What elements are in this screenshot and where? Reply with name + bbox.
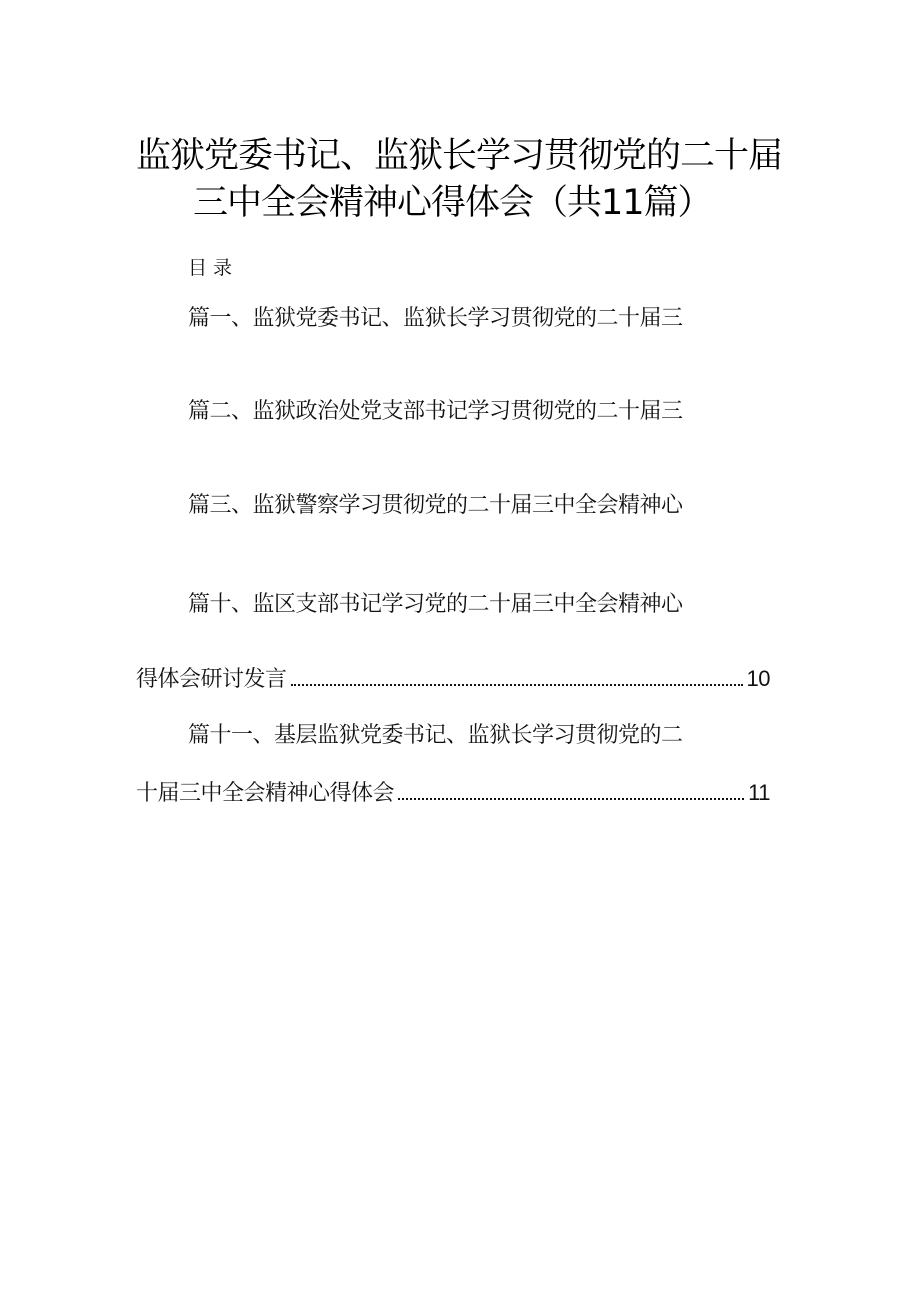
toc-entry-5-continuation[interactable] bbox=[136, 778, 770, 809]
toc-entry-3[interactable]: 篇三、监狱警察学习贯彻党的二十届三中全会精神心 bbox=[188, 493, 683, 518]
toc-entry-4-continuation[interactable] bbox=[136, 664, 770, 695]
toc-entry-4-page-number: 10 bbox=[746, 666, 770, 691]
toc-entry-4-continuation-text: 得体会研讨发言 bbox=[136, 667, 287, 692]
toc-dot-leader bbox=[398, 798, 744, 800]
toc-entry-5[interactable]: 篇十一、基层监狱党委书记、监狱长学习贯彻党的二 bbox=[188, 723, 683, 748]
toc-entry-5-page-number: 11 bbox=[748, 780, 770, 805]
document-title-line-1: 监狱党委书记、监狱长学习贯彻党的二十届 bbox=[136, 136, 783, 176]
document-title-line-2: 三中全会精神心得体会（共11篇） bbox=[193, 183, 712, 223]
toc-entry-2[interactable]: 篇二、监狱政治处党支部书记学习贯彻党的二十届三 bbox=[188, 399, 683, 424]
toc-entry-4[interactable]: 篇十、监区支部书记学习党的二十届三中全会精神心 bbox=[188, 592, 683, 617]
toc-entry-5-continuation-text: 十届三中全会精神心得体会 bbox=[136, 781, 395, 806]
toc-heading: 目录 bbox=[188, 257, 239, 279]
toc-dot-leader bbox=[291, 684, 743, 686]
toc-entry-1[interactable]: 篇一、监狱党委书记、监狱长学习贯彻党的二十届三 bbox=[188, 306, 683, 331]
